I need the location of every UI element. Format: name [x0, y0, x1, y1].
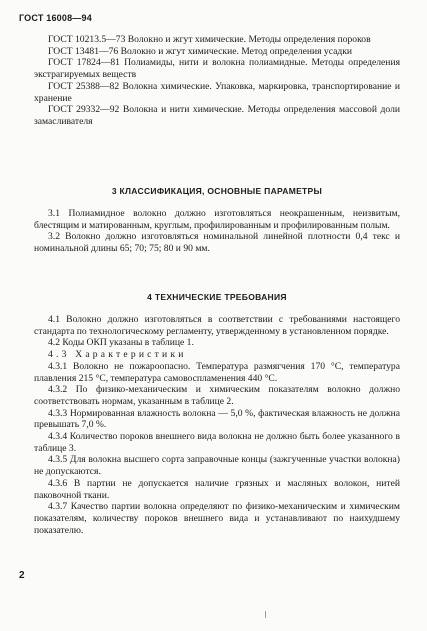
paragraph-4-3-5: 4.3.5 Для волокна высшего сорта заправочные концы (зажгученные участки волокна) не допускаются. [34, 454, 400, 478]
paragraph-3-1: 3.1 Полиамидное волокно должно изготовляться неокрашенным, неизвитым, блестящим и матированным, круглым, профилированным и профилированным полым. [34, 208, 400, 231]
paragraph-3-2: 3.2 Волокно должно изготовляться номинальной линейной плотности 0,4 текс и номинальной длины 65; 70; 75; 80 и 90 мм. [34, 231, 400, 255]
section-4-body [34, 314, 400, 536]
paragraph-4-3-4: 4.3.4 Количество пороков внешнего вида волокна не должно быть более указанного в таблице 3. [34, 431, 400, 454]
section-3-heading: 3 КЛАССИФИКАЦИЯ, ОСНОВНЫЕ ПАРАМЕТРЫ [111, 186, 323, 196]
paragraph-4-3-1: 4.3.1 Волокно не пожароопасно. Температура размягчения 170 °С, температура плавления 215 °С, температура самовоспламенения 440 °С. [34, 360, 400, 384]
paragraph-4-3-3: 4.3.3 Нормированная влажность волокна — 5,0 %, фактическая влажность не должна превышать 7,0 %. [34, 407, 400, 431]
paragraph-4-3-6: 4.3.6 В партии не допускается наличие грязных и масляных волокон, нитей паковочной ткани. [34, 477, 400, 501]
paragraph-4-3-2: 4.3.2 По физико-механическим и химическим показателям волокно должно соответствовать нормам, указанным в таблице 2. [34, 384, 400, 407]
paragraph-4-1: 4.1 Волокно должно изготовляться в соответствии с требованиями настоящего стандарта по технологическому регламенту, утвержденному в установленном порядке. [34, 314, 400, 337]
reference-item: ГОСТ 17824—81 Полиамиды, нити и волокна полиамидные. Методы определения экстрагируемых веществ [34, 57, 400, 81]
reference-item: ГОСТ 25388—82 Волокна химические. Упаковка, маркировка, транспортирование и хранение [34, 80, 400, 104]
reference-item: ГОСТ 13481—76 Волокно и жгут химические. Метод определения усадки [48, 45, 353, 57]
normative-references [34, 34, 400, 128]
paragraph-4-3: 4.3 Характеристики [48, 349, 187, 361]
page-number: 2 [19, 570, 25, 581]
reference-item: ГОСТ 29332—92 Волокна и нити химические. Методы определения массовой доли замасливателя [34, 104, 400, 127]
standard-header: ГОСТ 16008—94 [19, 13, 92, 23]
section-3-body [34, 208, 400, 255]
paragraph-4-3-7: 4.3.7 Качество партии волокна определяют по физико-механическим и химическим показателям, количеству пороков внешнего вида и устанавливают по наихудшему показателю. [34, 501, 400, 536]
scan-mark [265, 611, 266, 618]
reference-item: ГОСТ 10213.5—73 Волокно и жгут химические. Методы определения пороков [48, 34, 371, 45]
section-4-heading: 4 ТЕХНИЧЕСКИЕ ТРЕБОВАНИЯ [147, 292, 287, 302]
paragraph-4-2: 4.2 Коды ОКП указаны в таблице 1. [48, 337, 194, 349]
